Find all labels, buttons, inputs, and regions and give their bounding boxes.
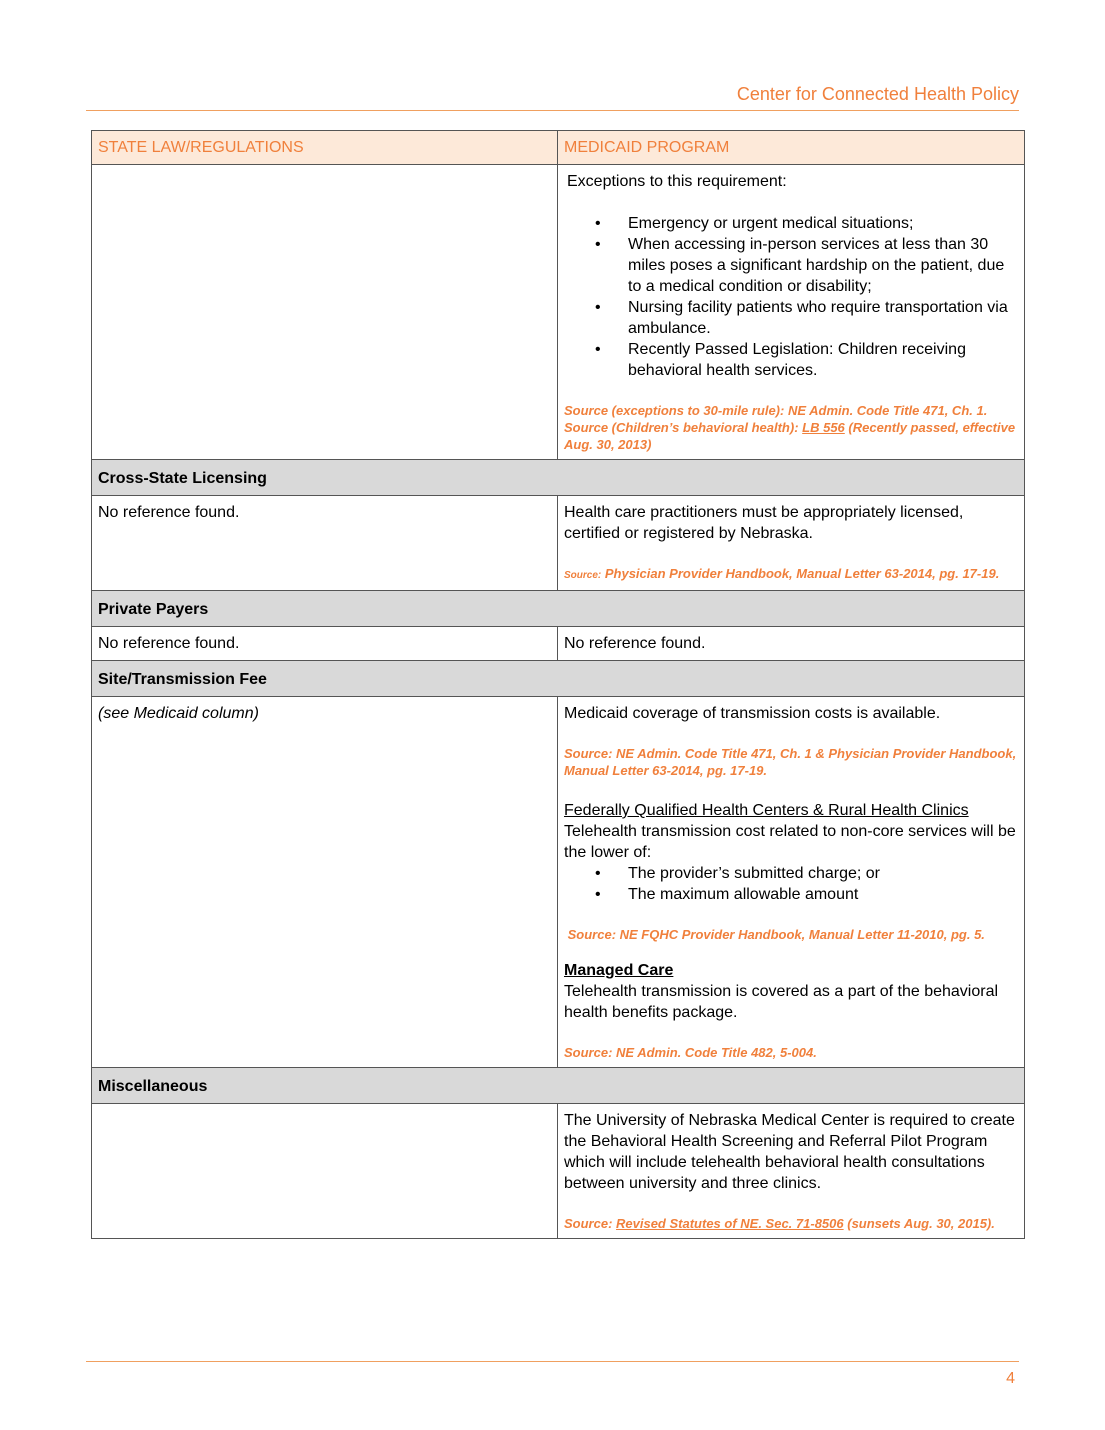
policy-table — [91, 130, 1025, 1239]
source-citation: Source: Physician Provider Handbook, Manual Letter 63-2014, pg. 17-19. — [564, 566, 1000, 581]
list-item: • Recently Passed Legislation: Children receiving behavioral health services. — [595, 341, 966, 379]
list-item: • Emergency or urgent medical situations; — [595, 215, 914, 232]
list-item: • The maximum allowable amount — [595, 886, 859, 903]
table-row — [92, 697, 1025, 1068]
section-row-miscellaneous — [92, 1068, 1025, 1104]
medicaid-cell: No reference found. — [558, 627, 1025, 661]
source-citation: Source: NE Admin. Code Title 471, Ch. 1 & Physician Provider Handbook, Manual Letter 63-2014, pg. 17-19. — [564, 746, 1017, 778]
fqhc-text: Telehealth transmission cost related to non-core services will be the lower of: — [564, 823, 1016, 861]
table-row — [92, 165, 1025, 460]
page-number: 4 — [1006, 1370, 1015, 1387]
source-citation: Source (exceptions to 30-mile rule): NE Admin. Code Title 471, Ch. 1. — [564, 403, 988, 418]
table-row — [92, 496, 1025, 591]
managed-care-text: Telehealth transmission is covered as a part of the behavioral health benefits package. — [564, 983, 999, 1021]
state-law-cell: (see Medicaid column) — [92, 697, 558, 1068]
section-title: Site/Transmission Fee — [92, 661, 1025, 697]
source-citation: Source: NE FQHC Provider Handbook, Manual Letter 11-2010, pg. 5. — [564, 927, 985, 942]
source-citation: Source: NE Admin. Code Title 482, 5-004. — [564, 1045, 817, 1060]
table-header-row — [92, 131, 1025, 165]
fqhc-list — [564, 863, 1018, 905]
list-item: • Nursing facility patients who require transportation via ambulance. — [595, 299, 1008, 337]
table-row — [92, 1104, 1025, 1239]
section-title: Miscellaneous — [92, 1068, 1025, 1104]
section-title: Cross-State Licensing — [92, 460, 1025, 496]
section-title: Private Payers — [92, 591, 1025, 627]
source-citation: Source (Children’s behavioral health): LB 556 (Recently passed, effective Aug. 30, 2013) — [564, 420, 1016, 452]
list-item: • When accessing in-person services at less than 30 miles poses a significant hardship on the patient, due to a medical condition or disability; — [595, 236, 1005, 295]
list-item: • The provider’s submitted charge; or — [595, 865, 880, 882]
exceptions-list — [564, 213, 1018, 381]
lb556-link[interactable]: LB 556 — [802, 420, 845, 435]
medicaid-cell — [558, 496, 1025, 591]
licensing-text: Health care practitioners must be appropriately licensed, certified or registered by Nebraska. — [564, 504, 964, 542]
fee-text: Medicaid coverage of transmission costs is available. — [564, 705, 941, 722]
table-row — [92, 627, 1025, 661]
fqhc-heading: Federally Qualified Health Centers & Rural Health Clinics — [564, 802, 969, 819]
header-divider — [86, 110, 1019, 111]
medicaid-cell — [558, 1104, 1025, 1239]
state-law-cell — [92, 165, 558, 460]
section-row-private-payers — [92, 591, 1025, 627]
source-citation: Source: Revised Statutes of NE. Sec. 71-8506 (sunsets Aug. 30, 2015). — [564, 1216, 995, 1231]
footer-divider — [86, 1361, 1019, 1362]
column-header-state-law: STATE LAW/REGULATIONS — [92, 131, 558, 165]
misc-text: The University of Nebraska Medical Center is required to create the Behavioral Health Screening and Referral Pilot Program which will include telehealth behavioral health consultations between university and three clinics. — [564, 1112, 1015, 1192]
column-header-medicaid: MEDICAID PROGRAM — [558, 131, 1025, 165]
state-law-cell: No reference found. — [92, 496, 558, 591]
page-header-title: Center for Connected Health Policy — [736, 84, 1019, 104]
state-law-cell — [92, 1104, 558, 1239]
section-row-licensing — [92, 460, 1025, 496]
state-law-cell: No reference found. — [92, 627, 558, 661]
revised-statutes-link[interactable]: Revised Statutes of NE. Sec. 71-8506 — [616, 1216, 844, 1231]
medicaid-cell — [558, 165, 1025, 460]
medicaid-cell — [558, 697, 1025, 1068]
section-row-transmission-fee — [92, 661, 1025, 697]
managed-care-heading: Managed Care — [564, 962, 674, 979]
exceptions-intro: Exceptions to this requirement: — [567, 173, 787, 190]
